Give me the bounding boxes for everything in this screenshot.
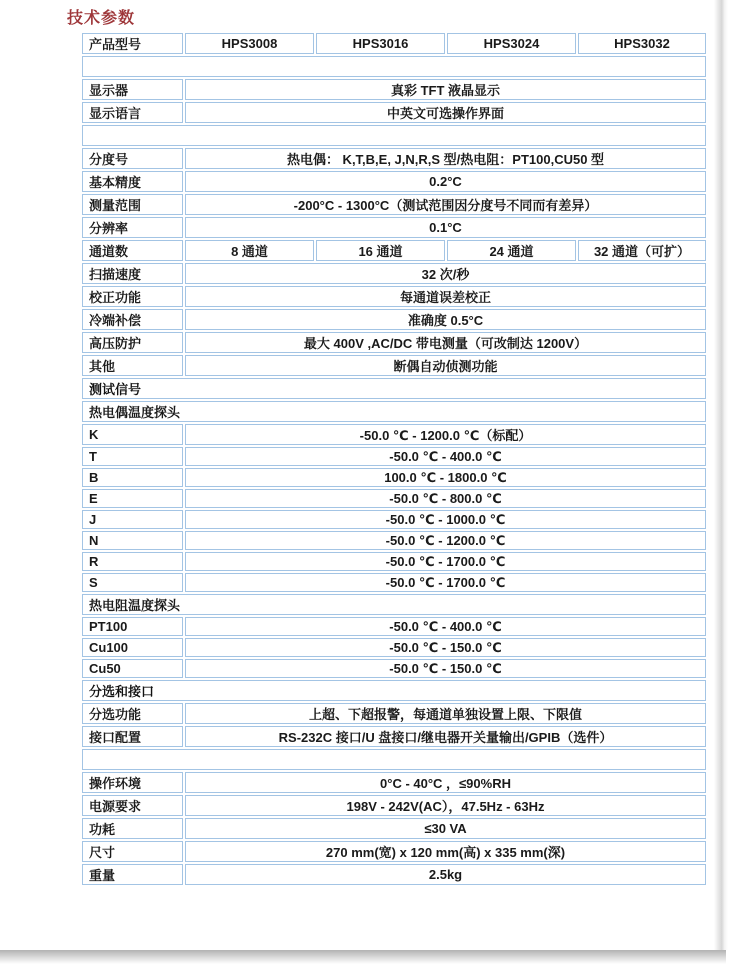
section-header-cell: 分选和接口 [82,680,706,701]
spec-label-cell: R [82,552,183,571]
spec-value-cell: -50.0 ℃ - 150.0 ℃ [185,638,706,657]
page-title: 技术参数 [67,10,136,27]
spec-row [82,148,706,169]
spec-row [82,263,706,284]
spec-value-cell: 热电偶： K,T,B,E, J,N,R,S 型/热电阻：PT100,CU50 型 [185,148,706,169]
spec-value-cell: -50.0 ℃ - 400.0 ℃ [185,617,706,636]
spec-value-cell: 32 次/秒 [185,263,706,284]
spec-label-cell: 测量范围 [82,194,183,215]
spec-value-cell: -50.0 ℃ - 1700.0 ℃ [185,573,706,592]
spec-row [82,772,706,793]
spec-value-cell: 断偶自动侦测功能 [185,355,706,376]
spec-row [82,795,706,816]
spec-value-cell: 中英文可选操作界面 [185,102,706,123]
spec-label-cell: 尺寸 [82,841,183,862]
spec-row [82,573,706,592]
spec-row [82,489,706,508]
spec-label-cell: 扫描速度 [82,263,183,284]
spec-row [82,355,706,376]
spec-value-cell: 24 通道 [447,240,576,261]
spec-label-cell: 显示语言 [82,102,183,123]
spec-value-cell: HPS3024 [447,33,576,54]
spec-label-cell: 其他 [82,355,183,376]
spec-table-body [82,33,706,885]
spec-value-cell: ≤30 VA [185,818,706,839]
spec-row [82,818,706,839]
spec-value-cell: 2.5kg [185,864,706,885]
model-header-row [82,33,706,54]
spec-label-cell: 通道数 [82,240,183,261]
spec-value-cell: HPS3016 [316,33,445,54]
spec-label-cell: 冷端补偿 [82,309,183,330]
spec-value-cell: 198V - 242V(AC），47.5Hz - 63Hz [185,795,706,816]
spec-label-cell: N [82,531,183,550]
spec-row [82,102,706,123]
spec-value-cell: 0.1°C [185,217,706,238]
spec-label-cell: B [82,468,183,487]
spec-value-cell: HPS3008 [185,33,314,54]
section-header-cell: 测量功能 [82,125,706,146]
spec-label-cell: S [82,573,183,592]
spec-row [82,286,706,307]
spec-row [82,726,706,747]
spec-row [82,552,706,571]
spec-value-cell: 16 通道 [316,240,445,261]
spec-label-cell: 接口配置 [82,726,183,747]
spec-table [80,31,708,887]
spec-value-cell: 32 通道（可扩） [578,240,706,261]
spec-row [82,638,706,657]
spec-row [82,79,706,100]
spec-label-cell: Cu50 [82,659,183,678]
spec-row [82,309,706,330]
spec-value-cell: -50.0 ℃ - 1200.0 ℃（标配） [185,424,706,445]
spec-value-cell: -50.0 ℃ - 150.0 ℃ [185,659,706,678]
spec-value-cell: 真彩 TFT 液晶显示 [185,79,706,100]
spec-value-cell: 最大 400V ,AC/DC 带电测量（可改制达 1200V） [185,332,706,353]
spec-label-cell: 重量 [82,864,183,885]
spec-label-cell: J [82,510,183,529]
spec-label-cell: T [82,447,183,466]
spec-label-cell: PT100 [82,617,183,636]
page-edge-shadow [714,0,728,950]
spec-label-cell: 电源要求 [82,795,183,816]
multi-value-row [82,240,706,261]
group-label-row [82,594,706,615]
spec-label-cell: 分选功能 [82,703,183,724]
spec-label-cell: 操作环境 [82,772,183,793]
spec-value-cell: -50.0 ℃ - 1200.0 ℃ [185,531,706,550]
spec-row [82,424,706,445]
spec-label-cell: K [82,424,183,445]
spec-value-cell: 0.2°C [185,171,706,192]
spec-value-cell: -200°C - 1300°C（测试范围因分度号不同而有差异） [185,194,706,215]
page-bottom-shadow [0,950,726,964]
spec-value-cell: -50.0 ℃ - 800.0 ℃ [185,489,706,508]
spec-value-cell: 8 通道 [185,240,314,261]
section-header-row [82,125,706,146]
section-header-row [82,680,706,701]
spec-label-cell: 高压防护 [82,332,183,353]
spec-value-cell: 准确度 0.5°C [185,309,706,330]
spec-row [82,194,706,215]
spec-label-cell: 校正功能 [82,286,183,307]
spec-row [82,171,706,192]
spec-label-cell: Cu100 [82,638,183,657]
spec-row [82,864,706,885]
spec-row [82,841,706,862]
group-label-cell: 热电偶温度探头 [82,401,706,422]
group-label-row [82,401,706,422]
spec-row [82,510,706,529]
spec-label-cell: 分辨率 [82,217,183,238]
spec-row [82,217,706,238]
spec-row [82,447,706,466]
section-header-row [82,56,706,77]
spec-label-cell: E [82,489,183,508]
spec-row [82,332,706,353]
spec-label-cell: 分度号 [82,148,183,169]
spec-value-cell: -50.0 ℃ - 1000.0 ℃ [185,510,706,529]
spec-label-cell: 显示器 [82,79,183,100]
spec-row [82,703,706,724]
spec-value-cell: 100.0 ℃ - 1800.0 ℃ [185,468,706,487]
section-header-cell: 性能指标 [82,56,706,77]
spec-value-cell: 0°C - 40°C ，≤90%RH [185,772,706,793]
spec-row [82,617,706,636]
spec-label-cell: 基本精度 [82,171,183,192]
section-header-cell: 测试信号 [82,378,706,399]
spec-label-cell: 产品型号 [82,33,183,54]
spec-value-cell: HPS3032 [578,33,706,54]
spec-value-cell: 每通道误差校正 [185,286,706,307]
spec-row [82,659,706,678]
spec-row [82,531,706,550]
spec-value-cell: 上超、下超报警，每通道单独设置上限、下限值 [185,703,706,724]
spec-row [82,468,706,487]
spec-value-cell: -50.0 ℃ - 400.0 ℃ [185,447,706,466]
spec-label-cell: 功耗 [82,818,183,839]
spec-value-cell: -50.0 ℃ - 1700.0 ℃ [185,552,706,571]
group-label-cell: 热电阻温度探头 [82,594,706,615]
spec-value-cell: RS-232C 接口/U 盘接口/继电器开关量输出/GPIB（选件） [185,726,706,747]
section-header-row [82,378,706,399]
section-header-row [82,749,706,770]
section-header-cell: 一般规格 [82,749,706,770]
spec-value-cell: 270 mm(宽) x 120 mm(高) x 335 mm(深) [185,841,706,862]
